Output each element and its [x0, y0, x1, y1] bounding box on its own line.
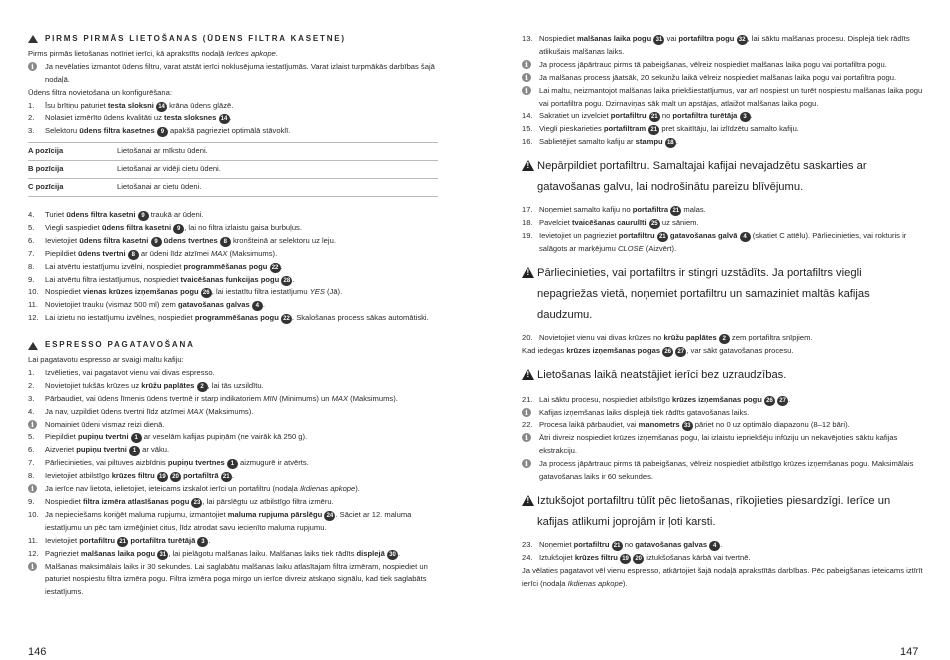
warning-icon — [522, 267, 534, 278]
info-note: i Nomainiet ūdeni vismaz reizi dienā. — [28, 419, 438, 432]
list-item: 1. Izvēlieties, vai pagatavot vienu vai divas espresso. — [28, 367, 215, 377]
warning-block: ! Lietošanas laikā neatstājiet ierīci bez uzraudzības. — [522, 365, 924, 388]
info-icon: i — [28, 420, 37, 429]
info-icon: i — [522, 433, 531, 442]
list-item: 13. Nospiediet malšanas laika pogu 31 vai portafiltra pogu 32 , lai sāktu malšanas procesu. Displejā tiek rādīts atlikušais malšanas laiks. — [522, 34, 910, 56]
paragraph: Ja vēlaties pagatavot vēl vienu espresso, atkārtojiet šajā nodaļā aprakstītās darbības. Pēc pabeigšanas ieteicams iztīrīt ierīci (nodaļa Ikdienas apkope). — [522, 565, 923, 588]
paragraph: Pirms pirmās lietošanas notīriet ierīci, kā aprakstīts nodaļā Ierīces apkope. — [28, 48, 278, 58]
list-item: 11. Ievietojiet portafiltru 21 portafiltra turētājā 3 . — [28, 535, 211, 545]
list-item: 7. Piepildiet ūdens tvertni 8 ar ūdeni līdz atzīmei MAX (Maksimums). — [28, 248, 278, 258]
info-icon: i — [28, 62, 37, 71]
info-icon: i — [522, 73, 531, 82]
list-item: 19. Ievietojiet un pagrieziet portafiltru 21 gatavošanas galvā 4 (skatiet C attēlu). Pārliecinieties, vai rokturis ir salāgots ar marķējumu CLOSE (Aizvērt). — [522, 230, 907, 253]
list-item: 24. Iztukšojiet krūzes filtru 19 20 iztukšošanas kārbā vai tvertnē. — [522, 552, 751, 562]
list-item: 9. Lai atvērtu filtra iestatījumus, nospiediet tvaicēšanas funkcijas pogu 28 . — [28, 274, 295, 284]
list-item: 12. Pagrieziet malšanas laika pogu 31 , lai pielāgotu malšanas laiku. Malšanas laiks tiek rādīts displejā 30 . — [28, 548, 401, 558]
info-icon: i — [522, 459, 531, 468]
info-note: i Ja ierīce nav lietota, ielietojiet, ieteicams izskalot ierīci un portafiltru (nodaļa Ikdienas apkope). — [28, 483, 438, 496]
list-item: 2. Novietojiet tukšās krūzes uz krūžu paplātes 2 , lai tās uzsildītu. — [28, 380, 264, 390]
info-note: i Ja process jāpārtrauc pirms tā pabeigšanas, vēlreiz nospiediet atbilstīgo krūzes izņemšanas pogu. Maksimālais gatavošanas laiks ir 60 sekundes. — [522, 458, 924, 484]
info-note: i Ātri divreiz nospiediet krūzes izņemšanas pogu, lai izlaistu iepriekšēju infūziju un nekavējoties sāktu kafijas ekstrakciju. — [522, 432, 924, 458]
table-row: A pozīcija Lietošanai ar mīkstu ūdeni. — [28, 143, 438, 161]
filter-position-table — [28, 142, 438, 197]
list-item: 9. Nospiediet filtra izmēra atlasīšanas pogu 23 , lai pārslēgtu uz atbilstīgo filtra izmēru. — [28, 497, 334, 506]
list-item: 22. Procesa laikā pārbaudiet, vai manometrs 33 pāriet no 0 uz optimālo diapazonu (8–12 bāri). — [522, 420, 850, 430]
section-heading: ESPRESSO PAGATAVOŠANA — [28, 339, 438, 352]
section-heading: PIRMS PIRMĀS LIETOŠANAS (ŪDENS FILTRA KASETNE) — [28, 33, 438, 46]
list-item: 14. Sakratiet un izvelciet portafiltru 21 no portafiltra turētāja 3 . — [522, 111, 753, 121]
warning-block: ! Iztukšojot portafiltru tūlīt pēc lietošanas, rīkojieties piesardzīgi. Ierīce un kafijas atlikumi joprojām ir ļoti karsti. — [522, 491, 924, 533]
list-item: 4. Turiet ūdens filtra kasetni 9 traukā ar ūdeni. — [28, 209, 204, 219]
right-page — [522, 33, 924, 591]
list-item: 20. Novietojiet vienu vai divas krūzes no krūžu paplātes 2 zem portafiltra snīpjiem. — [522, 332, 813, 342]
warning-block: ! Nepārpildiet portafiltru. Samaltajai kafijai nevajadzētu saskarties ar gatavošanas galvu, lai nodrošinātu pareizu blīvējumu. — [522, 156, 924, 198]
info-icon: i — [28, 484, 37, 493]
list-item: 10. Nospiediet vienas krūzes izņemšanas pogu 26 , lai iestatītu filtra iestatījumu YES (Jā). — [28, 287, 343, 297]
info-icon: i — [522, 408, 531, 417]
list-item: 8. Ievietojiet atbilstīgo krūzes filtru 19 20 portafiltrā 21 . — [28, 471, 234, 481]
info-icon: i — [522, 60, 531, 69]
list-item: 15. Viegli pieskarieties portafiltram 21 pret skaitītāju, lai izlīdzētu samalto kafiju. — [522, 124, 799, 134]
info-note: i Lai maltu, neizmantojot malšanas laika priekšiestatījumus, var arī nospiest un turēt nospiestu malšanas laika pogu vai portafiltra pogu. Dzirnaviņas sāk malt un apstājas, atlaižot malšanas laika pogu. — [522, 85, 924, 111]
paragraph: Lai pagatavotu espresso ar svaigi maltu kafiju: — [28, 355, 184, 365]
info-note: i Ja process jāpārtrauc pirms tā pabeigšanas, vēlreiz nospiediet malšanas laika pogu vai portafiltra pogu. — [522, 59, 924, 72]
list-item: 16. Sablietējiet samalto kafiju ar stampu 18 . — [522, 137, 678, 147]
paragraph: Ūdens filtra novietošana un konfigurēšana: — [28, 87, 172, 97]
left-page — [28, 33, 438, 599]
info-note: i Kafijas izņemšanas laiks displejā tiek rādīts gatavošanas laiks. — [522, 407, 924, 420]
info-icon: i — [522, 86, 531, 95]
table-row: C pozīcija Lietošanai ar cietu ūdeni. — [28, 179, 438, 197]
list-item: 11. Novietojiet trauku (vismaz 500 ml) zem gatavošanas galvas 4 . — [28, 300, 265, 310]
list-item: 17. Noņemiet samalto kafiju no portafiltra 21 malas. — [522, 205, 706, 215]
list-item: 5. Viegli saspiediet ūdens filtra kasetni 9 , lai no filtra izlaistu gaisa burbuļus. — [28, 222, 302, 232]
list-item: 21. Lai sāktu procesu, nospiediet atbilstīgo krūzes izņemšanas pogu 26 27 . — [522, 394, 791, 404]
list-item: 3. Selektoru ūdens filtra kasetnes 9 apakšā pagrieziet optimālā stāvoklī. — [28, 126, 291, 136]
list-item: 4. Ja nav, uzpildiet ūdens tvertni līdz atzīmei MAX (Maksimums). — [28, 406, 254, 416]
list-item: 23. Noņemiet portafiltru 21 no gatavošanas galvas 4 . — [522, 539, 723, 549]
page-number: 146 — [28, 646, 47, 658]
triangle-icon — [28, 342, 38, 350]
warning-icon — [522, 495, 534, 506]
paragraph: Kad iedegas krūzes izņemšanas pogas 26 27 , var sākt gatavošanas procesu. — [522, 345, 794, 355]
list-item: 18. Pavelciet tvaicēšanas caurulīti 25 uz sāniem. — [522, 218, 699, 228]
warning-icon — [522, 369, 534, 380]
list-item: 2. Nolasiet izmērīto ūdens kvalitāti uz testa sloksnes 14 . — [28, 113, 232, 123]
info-note: i Malšanas maksimālais laiks ir 30 sekundes. Lai saglabātu malšanas laiku atlasītajam filtra izmēram, nospiediet un paturiet nospiestu filtra izmēra pogu. Filtra izmēra poga mirgo un ierīce divreiz atskaņo signālu, kad tiek saglabāts iestatījums. — [28, 561, 438, 600]
list-item: 5. Piepildiet pupiņu tvertni 1 ar veselām kafijas pupiņām (ne vairāk kā 250 g). — [28, 432, 308, 442]
table-row: B pozīcija Lietošanai ar vidēji cietu ūdeni. — [28, 161, 438, 179]
warning-icon — [522, 160, 534, 171]
list-item: 3. Pārbaudiet, vai ūdens līmenis ūdens tvertnē ir starp indikatoriem MIN (Minimums) un MAX (Maksimums). — [28, 393, 398, 403]
list-item: 8. Lai atvērtu iestatījumu izvēlni, nospiediet programmēšanas pogu 22 . — [28, 261, 283, 271]
list-item: 1. Īsu brītiņu paturiet testa sloksni 14 krāna ūdens glāzē. — [28, 100, 234, 110]
info-note: i Ja nevēlaties izmantot ūdens filtru, varat atstāt ierīci noklusējuma iestatījumās. Varat izlaist turpmākās darbības šajā nodaļā. — [28, 61, 438, 87]
list-item: 10. Ja nepieciešams koriģēt maluma rupjumu, izmantojiet maluma rupjuma pārslēgu 24 . Sāciet ar 12. maluma iestatījumu un pēc tam izmēģiniet citus, līdz atrodat savu iecienīto maluma rupjumu. — [28, 509, 412, 532]
list-item: 7. Pārliecinieties, vai piltuves aizbīdnis pupiņu tvertnes 1 aizmugurē ir atvērts. — [28, 458, 309, 468]
list-item: 12. Lai izietu no iestatījumu izvēlnes, nospiediet programmēšanas pogu 22 . Skalošanas process sākas automātiski. — [28, 313, 429, 323]
page-number: 147 — [900, 646, 919, 658]
list-item: 6. Ievietojiet ūdens filtra kasetni 9 ūdens tvertnes 8 kronšteinā ar selektoru uz leju. — [28, 235, 336, 245]
info-icon: i — [28, 562, 37, 571]
warning-block: ! Pārliecinieties, vai portafiltrs ir stingri uzstādīts. Ja portafiltrs viegli nepagriežas vietā, noņemiet portafiltru un samaziniet maltās kafijas daudzumu. — [522, 263, 924, 326]
list-item: 6. Aizveriet pupiņu tvertni 1 ar vāku. — [28, 445, 170, 455]
triangle-icon — [28, 35, 38, 43]
info-note: i Ja malšanas process jāatsāk, 20 sekunžu laikā vēlreiz nospiediet malšanas laika pogu vai portafiltra pogu. — [522, 72, 924, 85]
